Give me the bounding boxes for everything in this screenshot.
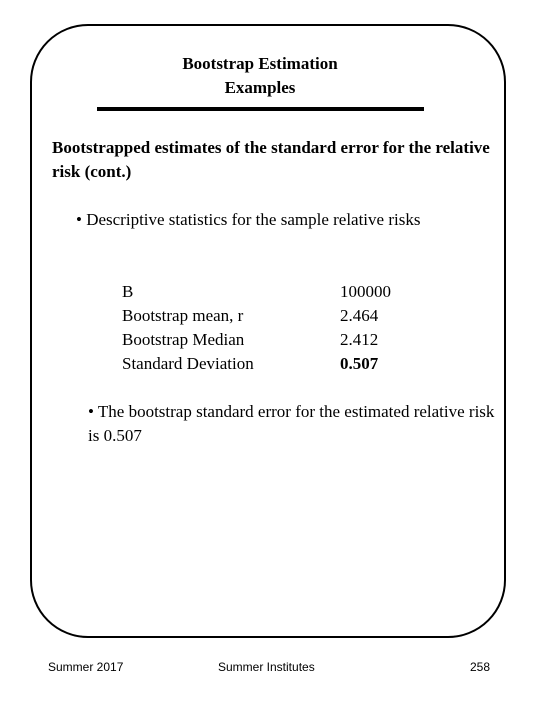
stat-row xyxy=(122,328,430,352)
stat-row xyxy=(122,280,430,304)
bullet-descriptive-statistics: • Descriptive statistics for the sample relative risks xyxy=(76,210,421,229)
statistics-table xyxy=(122,280,430,376)
stat-value-bootstrap-median: 2.412 xyxy=(340,330,379,349)
slide-title-line2: Examples xyxy=(224,78,296,97)
footer-page-number: 258 xyxy=(470,660,491,674)
stat-label-bootstrap-mean: Bootstrap mean, r xyxy=(122,306,244,325)
stat-label-standard-deviation: Standard Deviation xyxy=(122,354,254,373)
stat-label-bootstrap-median: Bootstrap Median xyxy=(122,330,245,349)
stat-value-bootstrap-mean: 2.464 xyxy=(340,306,379,325)
stat-label-b: B xyxy=(122,282,134,301)
bullet-bootstrap-standard-error: • The bootstrap standard error for the estimated relative risk is 0.507 xyxy=(88,402,495,445)
stat-row xyxy=(122,352,430,376)
slide-title xyxy=(0,52,520,100)
stat-row xyxy=(122,304,430,328)
title-underline xyxy=(97,107,424,111)
stat-value-b: 100000 xyxy=(340,282,391,301)
stat-value-standard-deviation: 0.507 xyxy=(340,354,379,373)
footer-organization: Summer Institutes xyxy=(218,660,315,674)
slide-heading: Bootstrapped estimates of the standard error for the relative risk (cont.) xyxy=(52,138,490,181)
slide-title-line1: Bootstrap Estimation xyxy=(182,54,338,73)
footer-date: Summer 2017 xyxy=(48,660,124,674)
